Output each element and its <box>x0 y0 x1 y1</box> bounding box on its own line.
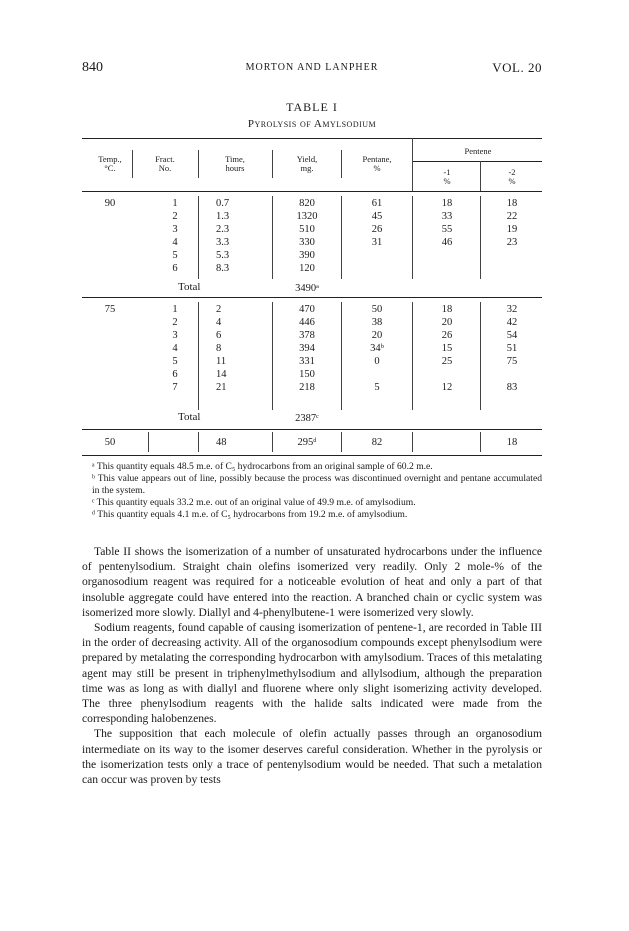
pentene-1-cell: 15 <box>441 343 453 354</box>
pentane-cell: 82 <box>371 437 383 448</box>
yield-cell: 331 <box>299 356 315 367</box>
pentane-cell: 50 <box>371 304 383 315</box>
running-head-authors: MORTON AND LANPHER <box>245 62 379 73</box>
pentane-cell: 34ᵇ <box>370 343 384 354</box>
pentene-1-cell <box>414 436 480 449</box>
footnote-c: ᶜ This quantity equals 33.2 m.e. out of an original value of 49.9 m.e. of amylsodium. <box>92 497 416 508</box>
pentene-2-cell: 22 <box>506 211 518 222</box>
yield-cell: 378 <box>299 330 315 341</box>
pentene-1-cell: 20 <box>441 317 453 328</box>
group-90-rule <box>82 297 542 298</box>
yield-cell: 120 <box>299 263 315 274</box>
col-divider <box>272 196 273 279</box>
pentane-cell: 5 <box>374 382 380 393</box>
pentane-cell: 45 <box>371 211 383 222</box>
time-cell: 5.3 <box>216 250 230 261</box>
pentane-cell: 20 <box>371 330 383 341</box>
header-pentane: Pentane, % <box>362 154 392 173</box>
pentene-1-cell: 33 <box>441 211 453 222</box>
paragraph: The supposition that each molecule of olefin actually passes through an organosodium intermediate on its way to the isomer deserves careful consideration. Whether in the pyrolysis or the isomerization tests only a trace of pentenylsodium would be needed. That such a metalation can occur was proven by tests <box>82 727 542 787</box>
col-divider <box>341 432 342 452</box>
col-divider <box>412 302 413 410</box>
yield-cell: 295ᵈ <box>297 437 317 448</box>
time-cell: 6 <box>216 330 222 341</box>
col-divider <box>480 161 481 191</box>
time-cell: 1.3 <box>216 211 230 222</box>
total-label: Total <box>178 281 201 293</box>
body-text <box>82 544 542 787</box>
fract-cell: 4 <box>172 237 178 248</box>
time-cell: 0.7 <box>216 198 230 209</box>
pentene-2-cell: 18 <box>506 437 518 448</box>
pentene-1-cell: 18 <box>441 198 453 209</box>
pentene-span-rule <box>412 161 542 162</box>
yield-cell: 330 <box>299 237 315 248</box>
pentene-2-cell: 18 <box>506 198 518 209</box>
table-footnotes <box>82 461 542 521</box>
header-pentene-2: -2 % <box>508 167 516 186</box>
pentene-1-cell <box>414 368 480 381</box>
pentene-1-cell: 18 <box>441 304 453 315</box>
col-divider <box>412 432 413 452</box>
time-cell: 4 <box>216 317 222 328</box>
pentene-2-cell: 54 <box>506 330 518 341</box>
fract-cell: 4 <box>172 343 178 354</box>
volume-label: VOL. 20 <box>492 60 542 75</box>
total-label: Total <box>178 411 201 423</box>
time-cell: 2 <box>216 304 222 315</box>
footnote-d: ᵈ This quantity equals 4.1 m.e. of C₅ hydrocarbons from 19.2 m.e. of amylsodium. <box>92 509 408 520</box>
group-75-rule <box>82 429 542 430</box>
pentene-2-cell: 23 <box>506 237 518 248</box>
fract-cell: 2 <box>172 317 178 328</box>
running-header <box>82 60 542 76</box>
time-cell: 21 <box>216 382 227 393</box>
col-divider <box>341 196 342 279</box>
pentene-1-cell: 55 <box>441 224 453 235</box>
time-cell: 2.3 <box>216 224 230 235</box>
yield-cell: 1320 <box>296 211 318 222</box>
pentene-1-cell: 26 <box>441 330 453 341</box>
col-divider <box>341 150 342 178</box>
paragraph: Sodium reagents, found capable of causing isomerization of pentene-1, are recorded in Table III in the order of decreasing activity. All of the organosodium compounds except phenylsodium were prepared by metalating the corresponding hydrocarbon with amylsodium. Traces of this metalating agent may still be present in triphenylmethylsodium and allylsodium, although the preparation time was as long as with diallyl and fluorene where only slight isomerizing activity developed. The three phenylsodium reagents with the halide salts indicated were made from the corresponding halobenzenes. <box>82 621 542 726</box>
header-fract: Fract. No. <box>155 154 175 173</box>
col-divider <box>412 138 413 191</box>
pentene-2-cell: 83 <box>506 382 518 393</box>
pentene-2-cell: 51 <box>506 343 518 354</box>
col-divider <box>480 302 481 410</box>
fract-cell: 5 <box>172 356 178 367</box>
col-divider <box>480 432 481 452</box>
table-bottom-rule <box>82 455 542 456</box>
pentene-2-cell: 32 <box>506 304 518 315</box>
fract-cell <box>150 436 196 449</box>
pentene-2-cell: 19 <box>506 224 518 235</box>
header-temp: Temp., °C. <box>98 154 122 173</box>
time-cell: 8 <box>216 343 222 354</box>
col-divider <box>272 302 273 410</box>
col-divider <box>198 196 199 279</box>
yield-cell: 150 <box>299 369 315 380</box>
pentene-1-cell: 25 <box>441 356 453 367</box>
yield-cell: 394 <box>299 343 315 354</box>
col-divider <box>198 150 199 178</box>
col-divider <box>412 196 413 279</box>
pentene-1-cell: 46 <box>441 237 453 248</box>
col-divider <box>272 432 273 452</box>
table-head-rule <box>82 191 542 192</box>
footnote-b: ᵇ This value appears out of line, possibly because the process was discontinued overnight and pentane accumulated in the system. <box>92 473 542 496</box>
fract-cell: 1 <box>172 198 178 209</box>
fract-cell: 2 <box>172 211 178 222</box>
yield-cell: 446 <box>299 317 315 328</box>
pentane-cell <box>343 368 411 381</box>
yield-cell: 218 <box>299 382 315 393</box>
pentane-cell: 61 <box>371 198 383 209</box>
pentene-1-cell <box>414 249 480 262</box>
temp-cell: 75 <box>104 304 116 315</box>
time-cell: 14 <box>216 369 227 380</box>
header-pentene: Pentene <box>464 146 492 156</box>
page-number: 840 <box>82 60 103 75</box>
time-cell: 48 <box>216 437 227 448</box>
pentene-1-cell <box>414 262 480 275</box>
yield-cell: 820 <box>299 198 315 209</box>
col-divider <box>132 150 133 178</box>
col-divider <box>198 302 199 410</box>
col-divider <box>480 196 481 279</box>
pentane-cell: 38 <box>371 317 383 328</box>
footnote-a: ᵃ This quantity equals 48.5 m.e. of C₅ hydrocarbons from an original sample of 60.2 m.e. <box>92 461 433 472</box>
fract-cell: 1 <box>172 304 178 315</box>
table-caption: Pyrolysis of Amylsodium <box>247 118 377 130</box>
time-cell: 8.3 <box>216 263 230 274</box>
fract-cell: 7 <box>172 382 178 393</box>
time-cell: 11 <box>216 356 227 367</box>
pentene-2-cell: 42 <box>506 317 518 328</box>
header-time: Time, hours <box>225 154 245 173</box>
yield-cell: 510 <box>299 224 315 235</box>
col-divider <box>148 432 149 452</box>
col-divider <box>272 150 273 178</box>
header-yield: Yield, mg. <box>296 154 318 173</box>
pentene-2-cell <box>482 262 542 275</box>
total-yield: 3490ᵃ <box>295 283 319 294</box>
col-divider <box>341 302 342 410</box>
pentane-cell <box>343 262 411 275</box>
header-pentene-1: -1 % <box>443 167 451 186</box>
fract-cell: 5 <box>172 250 178 261</box>
pentene-2-cell <box>482 368 542 381</box>
pentane-cell: 0 <box>374 356 380 367</box>
pentane-cell: 26 <box>371 224 383 235</box>
pentene-2-cell: 75 <box>506 356 518 367</box>
pentane-cell: 31 <box>371 237 383 248</box>
fract-cell: 3 <box>172 224 178 235</box>
yield-cell: 470 <box>299 304 315 315</box>
col-divider <box>198 432 199 452</box>
fract-cell: 6 <box>172 369 178 380</box>
pentene-1-cell: 12 <box>441 382 453 393</box>
time-cell: 3.3 <box>216 237 230 248</box>
pentane-cell <box>343 249 411 262</box>
total-yield: 2387ᶜ <box>295 413 319 424</box>
yield-cell: 390 <box>299 250 315 261</box>
fract-cell: 3 <box>172 330 178 341</box>
temp-cell: 90 <box>104 198 116 209</box>
pentene-2-cell <box>482 249 542 262</box>
paragraph: Table II shows the isomerization of a number of unsaturated hydrocarbons under the influence of pentenylsodium. Straight chain olefins isomerized very readily. Only 2 mole-% of the organosodium reagent was required for a noticeable evolution of heat and only a part of that insoluble aggregate could have entered into the reaction. A branched chain or cyclic system was isomerized more slowly. Diallyl and 4-phenylbutene-1 were isomerized very slowly. <box>82 545 542 619</box>
table-top-rule <box>82 138 542 139</box>
fract-cell: 6 <box>172 263 178 274</box>
temp-cell: 50 <box>104 437 116 448</box>
table-title: TABLE I <box>286 100 338 114</box>
